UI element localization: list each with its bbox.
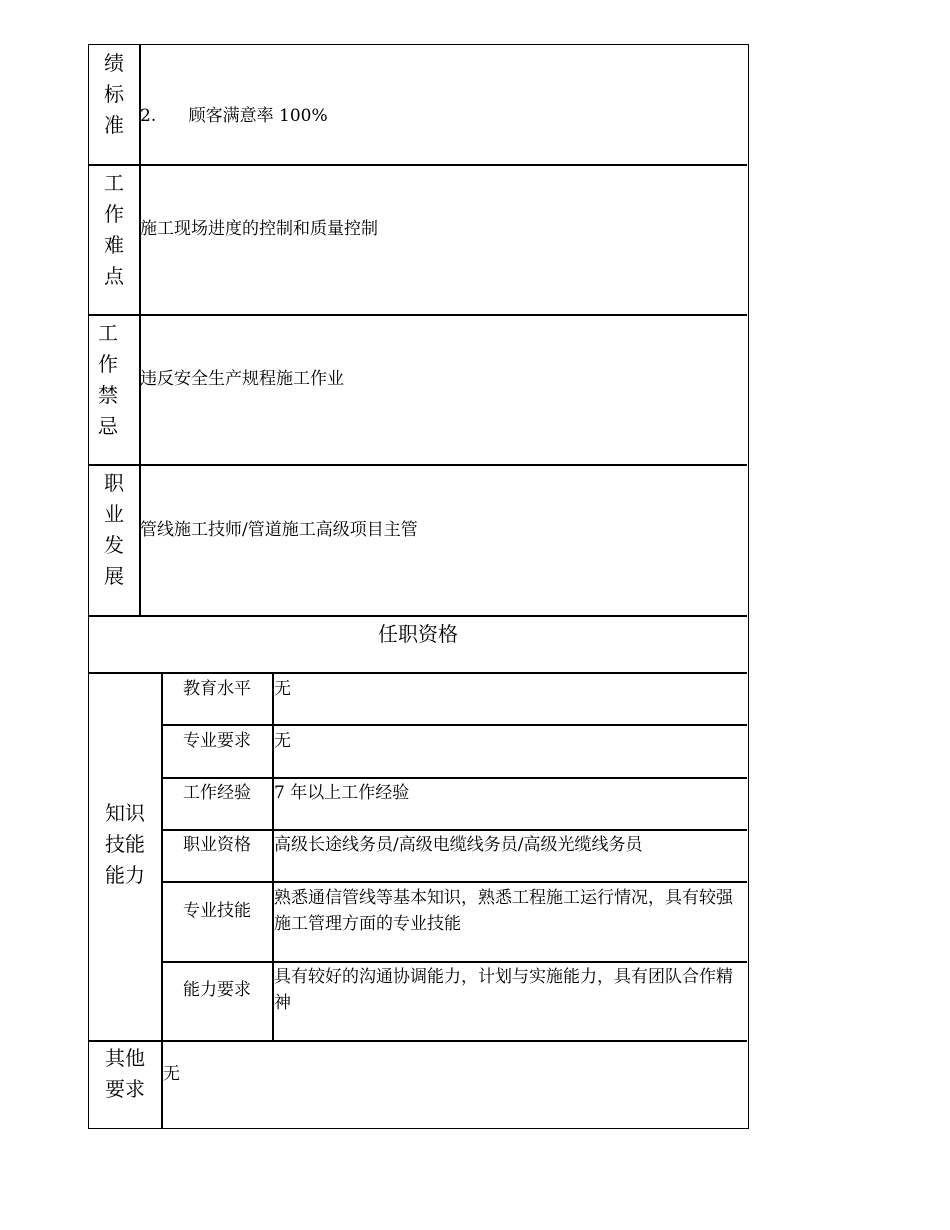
job-description-table: [88, 44, 749, 1129]
qualification-label-ability: 能力要求: [183, 980, 251, 1000]
qualification-label-experience: 工作经验: [183, 783, 251, 803]
qualification-value-certification: 高级长途线务员/高级电缆线务员/高级光缆线务员: [274, 835, 643, 855]
work-taboo-content: 违反安全生产规程施工作业: [140, 369, 344, 389]
row-divider: [161, 961, 747, 963]
row-divider: [161, 829, 747, 831]
row-divider: [89, 164, 747, 166]
row-divider: [89, 314, 747, 316]
qualification-value-ability: 具有较好的沟通协调能力，计划与实施能力，具有团队合作精神: [274, 967, 733, 1013]
other-requirements-label: 其他 要求: [105, 1046, 145, 1101]
row-divider: [161, 881, 747, 883]
row-label-work-taboo: 工 作 禁 忌: [98, 321, 118, 438]
qualification-value-professional-skills: 熟悉通信管线等基本知识，熟悉工程施工运行情况，具有较强施工管理方面的专业技能: [274, 888, 733, 934]
qualification-value-experience: 7 年以上工作经验: [274, 783, 410, 803]
row-divider: [89, 615, 747, 617]
qualification-label-certification: 职业资格: [183, 835, 251, 855]
performance-standard-content: 2. 顾客满意率 100%: [140, 106, 328, 126]
row-divider: [161, 777, 747, 779]
qualification-value-education: 无: [274, 679, 291, 699]
qualification-value-major: 无: [274, 731, 291, 751]
qualification-label-professional-skills: 专业技能: [183, 901, 251, 921]
qualification-label-education: 教育水平: [183, 679, 251, 699]
row-label-performance-standard: 绩 标 准: [104, 51, 124, 137]
work-difficulty-content: 施工现场进度的控制和质量控制: [140, 219, 378, 239]
row-divider: [161, 724, 747, 726]
knowledge-skills-label: 知识 技能 能力: [105, 801, 145, 887]
row-divider: [89, 672, 747, 674]
qualification-label-major: 专业要求: [183, 731, 251, 751]
career-development-content: 管线施工技师/管道施工高级项目主管: [140, 520, 418, 540]
row-divider: [89, 464, 747, 466]
qualifications-title: 任职资格: [378, 622, 458, 646]
row-divider: [89, 1040, 747, 1042]
row-label-work-difficulty: 工 作 难 点: [104, 171, 124, 288]
row-label-career-development: 职 业 发 展: [104, 471, 124, 588]
other-requirements-value: 无: [163, 1064, 180, 1084]
